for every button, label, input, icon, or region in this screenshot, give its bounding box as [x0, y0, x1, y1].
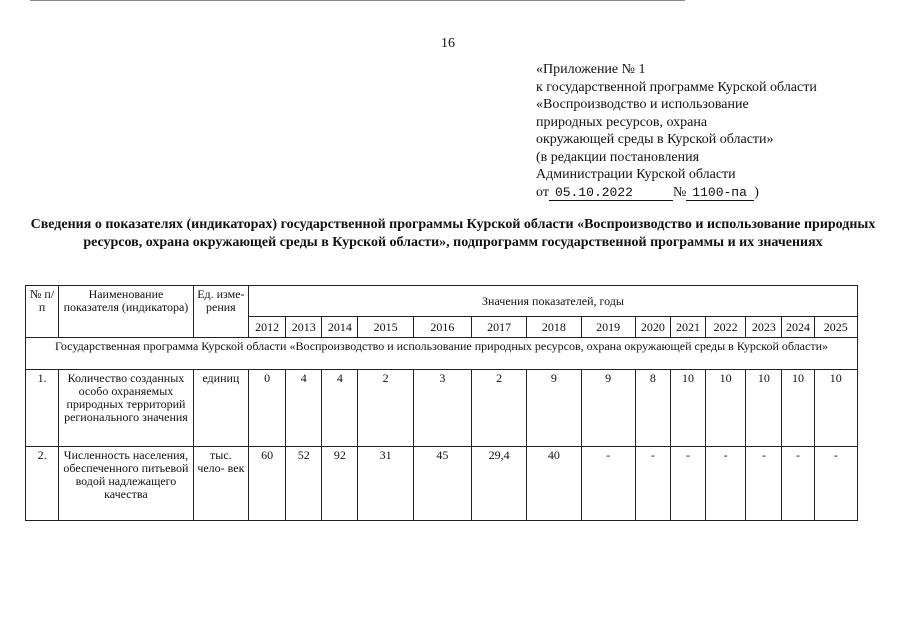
year-cell: 2025 [814, 317, 857, 338]
value-cell: 10 [782, 370, 814, 447]
value-cell: 9 [527, 370, 581, 447]
row-name: Численность населения, обеспеченного питьевой водой надлежащего качества [59, 447, 194, 521]
closing-paren: ) [754, 184, 759, 200]
value-cell: 9 [581, 370, 635, 447]
decree-date: 05.10.2022 [549, 185, 673, 201]
value-cell: 4 [286, 370, 322, 447]
appendix-date-line [536, 184, 817, 202]
year-cell: 2012 [249, 317, 286, 338]
value-cell: 40 [527, 447, 581, 521]
year-cell: 2013 [286, 317, 322, 338]
year-cell: 2021 [670, 317, 705, 338]
appendix-line: «Приложение № 1 [536, 62, 646, 77]
table-row [26, 370, 858, 447]
header-num: № п/п [26, 286, 59, 338]
year-cell: 2017 [472, 317, 527, 338]
row-unit: тыс. чело- век [193, 447, 248, 521]
value-cell: 8 [635, 370, 670, 447]
row-unit: единиц [193, 370, 248, 447]
value-cell: 60 [249, 447, 286, 521]
year-cell: 2018 [527, 317, 581, 338]
value-cell: - [670, 447, 705, 521]
value-cell: 10 [706, 370, 746, 447]
value-cell: 92 [322, 447, 358, 521]
year-cell: 2023 [746, 317, 782, 338]
document-title: Сведения о показателях (индикаторах) государственной программы Курской области «Воспроизводство и использование природных ресурсов, охрана окружающей среды в Курской области», подпрограмм государственной программы и их значениях [30, 217, 876, 250]
year-cell: 2020 [635, 317, 670, 338]
value-cell: 31 [358, 447, 413, 521]
year-cell: 2015 [358, 317, 413, 338]
top-border-line [30, 0, 685, 1]
value-cell: - [635, 447, 670, 521]
indicators-table [25, 285, 858, 521]
value-cell: 10 [814, 370, 857, 447]
value-cell: - [814, 447, 857, 521]
value-cell: 29,4 [472, 447, 527, 521]
section-title: Государственная программа Курской области «Воспроизводство и использование природных ресурсов, охрана окружающей среды в Курской области» [26, 338, 858, 370]
value-cell: 45 [413, 447, 471, 521]
value-cell: 52 [286, 447, 322, 521]
date-prefix: от [536, 184, 549, 200]
value-cell: 3 [413, 370, 471, 447]
value-cell: - [706, 447, 746, 521]
value-cell: - [782, 447, 814, 521]
value-cell: 10 [670, 370, 705, 447]
page-number: 16 [441, 36, 455, 51]
value-cell: 10 [746, 370, 782, 447]
value-cell: 4 [322, 370, 358, 447]
value-cell: - [746, 447, 782, 521]
appendix-line: природных ресурсов, охрана [536, 114, 708, 130]
header-values: Значения показателей, годы [249, 286, 858, 317]
appendix-line: «Воспроизводство и использование [536, 97, 749, 112]
value-cell: 0 [249, 370, 286, 447]
year-cell: 2022 [706, 317, 746, 338]
appendix-block [536, 61, 817, 201]
value-cell: 2 [358, 370, 413, 447]
row-name: Количество созданных особо охраняемых природных территорий регионального значения [59, 370, 194, 447]
year-cell: 2016 [413, 317, 471, 338]
decree-number: 1100-па [686, 185, 754, 201]
appendix-line: Администрации Курской области [536, 167, 736, 182]
appendix-line: (в редакции постановления [536, 149, 700, 165]
header-name: Наименование показателя (индикатора) [59, 286, 194, 338]
section-row [26, 338, 858, 370]
appendix-line: к государственной программе Курской области [536, 79, 817, 95]
row-num: 2. [26, 447, 59, 521]
table-row [26, 447, 858, 521]
value-cell: 2 [472, 370, 527, 447]
year-cell: 2024 [782, 317, 814, 338]
year-cell: 2019 [581, 317, 635, 338]
row-num: 1. [26, 370, 59, 447]
header-row [26, 286, 858, 317]
appendix-line: окружающей среды в Курской области» [536, 132, 774, 147]
year-cell: 2014 [322, 317, 358, 338]
number-prefix: № [672, 184, 687, 200]
header-unit: Ед. изме- рения [193, 286, 248, 338]
value-cell: - [581, 447, 635, 521]
